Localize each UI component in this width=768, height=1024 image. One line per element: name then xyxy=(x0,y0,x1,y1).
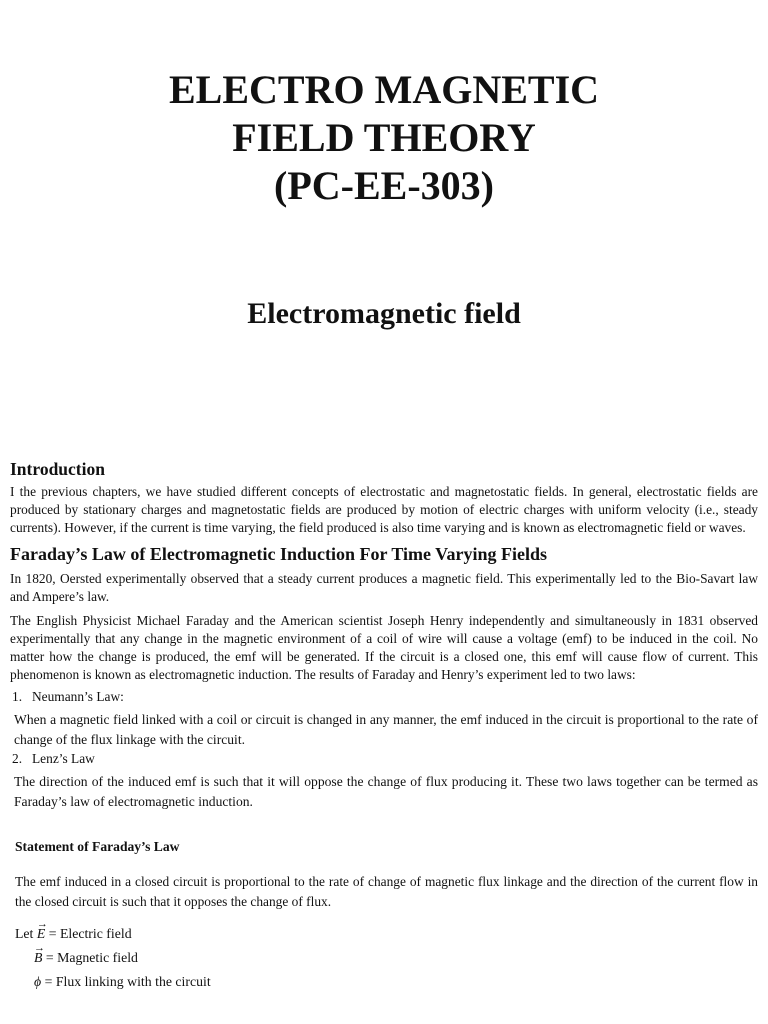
introduction-paragraph: I the previous chapters, we have studied different concepts of electrostatic and magnetostatic fields. In general, electrostatic fields are produced by stationary charges and magnetostatic fields are produced by motion of electric charges with uniform velocity (i.e., steady currents). However, if the current is time varying, the field produced is also time varying and is known as electromagnetic field or waves. xyxy=(10,484,758,535)
definition-magnetic-field xyxy=(10,946,758,970)
statement-heading: Statement of Faraday’s Law xyxy=(15,839,180,854)
definition-text: = Flux linking with the circuit xyxy=(44,974,211,989)
law-name: Lenz’s Law xyxy=(32,751,95,766)
document-body xyxy=(10,458,758,994)
let-word: Let xyxy=(15,926,34,941)
definition-text: = Electric field xyxy=(48,926,132,941)
definitions-list xyxy=(10,922,758,994)
law-number: 1. xyxy=(12,689,23,704)
definition-text: = Magnetic field xyxy=(45,950,138,965)
electric-field-symbol: → E xyxy=(37,922,45,946)
title-line-3: (PC-EE-303) xyxy=(274,163,494,208)
statement-paragraph: The emf induced in a closed circuit is proportional to the rate of change of magnetic flux linkage and the direction of the current flow in the closed circuit is such that it opposes the change of flux. xyxy=(15,874,758,909)
title-line-1: ELECTRO MAGNETIC xyxy=(168,67,600,112)
magnetic-field-symbol: → B xyxy=(34,946,42,970)
law-number: 2. xyxy=(12,751,23,766)
introduction-heading: Introduction xyxy=(10,459,105,479)
law-name: Neumann’s Law: xyxy=(32,689,124,704)
definition-flux xyxy=(10,970,758,994)
faraday-heading: Faraday’s Law of Electromagnetic Induction For Time Varying Fields xyxy=(10,544,548,564)
law-item-neumann xyxy=(10,688,758,706)
flux-symbol: ϕ xyxy=(34,974,42,989)
law-item-lenz xyxy=(10,750,758,768)
document-title xyxy=(0,66,768,210)
title-line-2: FIELD THEORY xyxy=(232,115,536,160)
faraday-paragraph-2: The English Physicist Michael Faraday and the American scientist Joseph Henry independently and simultaneously in 1831 observed experimentally that any change in the magnetic environment of a coil of wire will cause a voltage (emf) to be induced in the coil. No matter how the change is produced, the emf will be generated. If the circuit is a closed one, this emf will cause flow of current. This phenomenon is known as electromagnetic induction. The results of Faraday and Henry’s experiment led to two laws: xyxy=(10,613,758,682)
law-description-lenz: The direction of the induced emf is such that it will oppose the change of flux producing it. These two laws together can be termed as Faraday’s law of electromagnetic induction. xyxy=(14,774,758,809)
document-subtitle: Electromagnetic field xyxy=(247,297,521,330)
definition-electric-field xyxy=(10,922,758,946)
law-description-neumann: When a magnetic field linked with a coil or circuit is changed in any manner, the emf induced in the circuit is proportional to the rate of change of the flux linkage with the circuit. xyxy=(14,712,758,747)
faraday-paragraph-1: In 1820, Oersted experimentally observed that a steady current produces a magnetic field. This experimentally led to the Bio-Savart law and Ampere’s law. xyxy=(10,571,758,604)
